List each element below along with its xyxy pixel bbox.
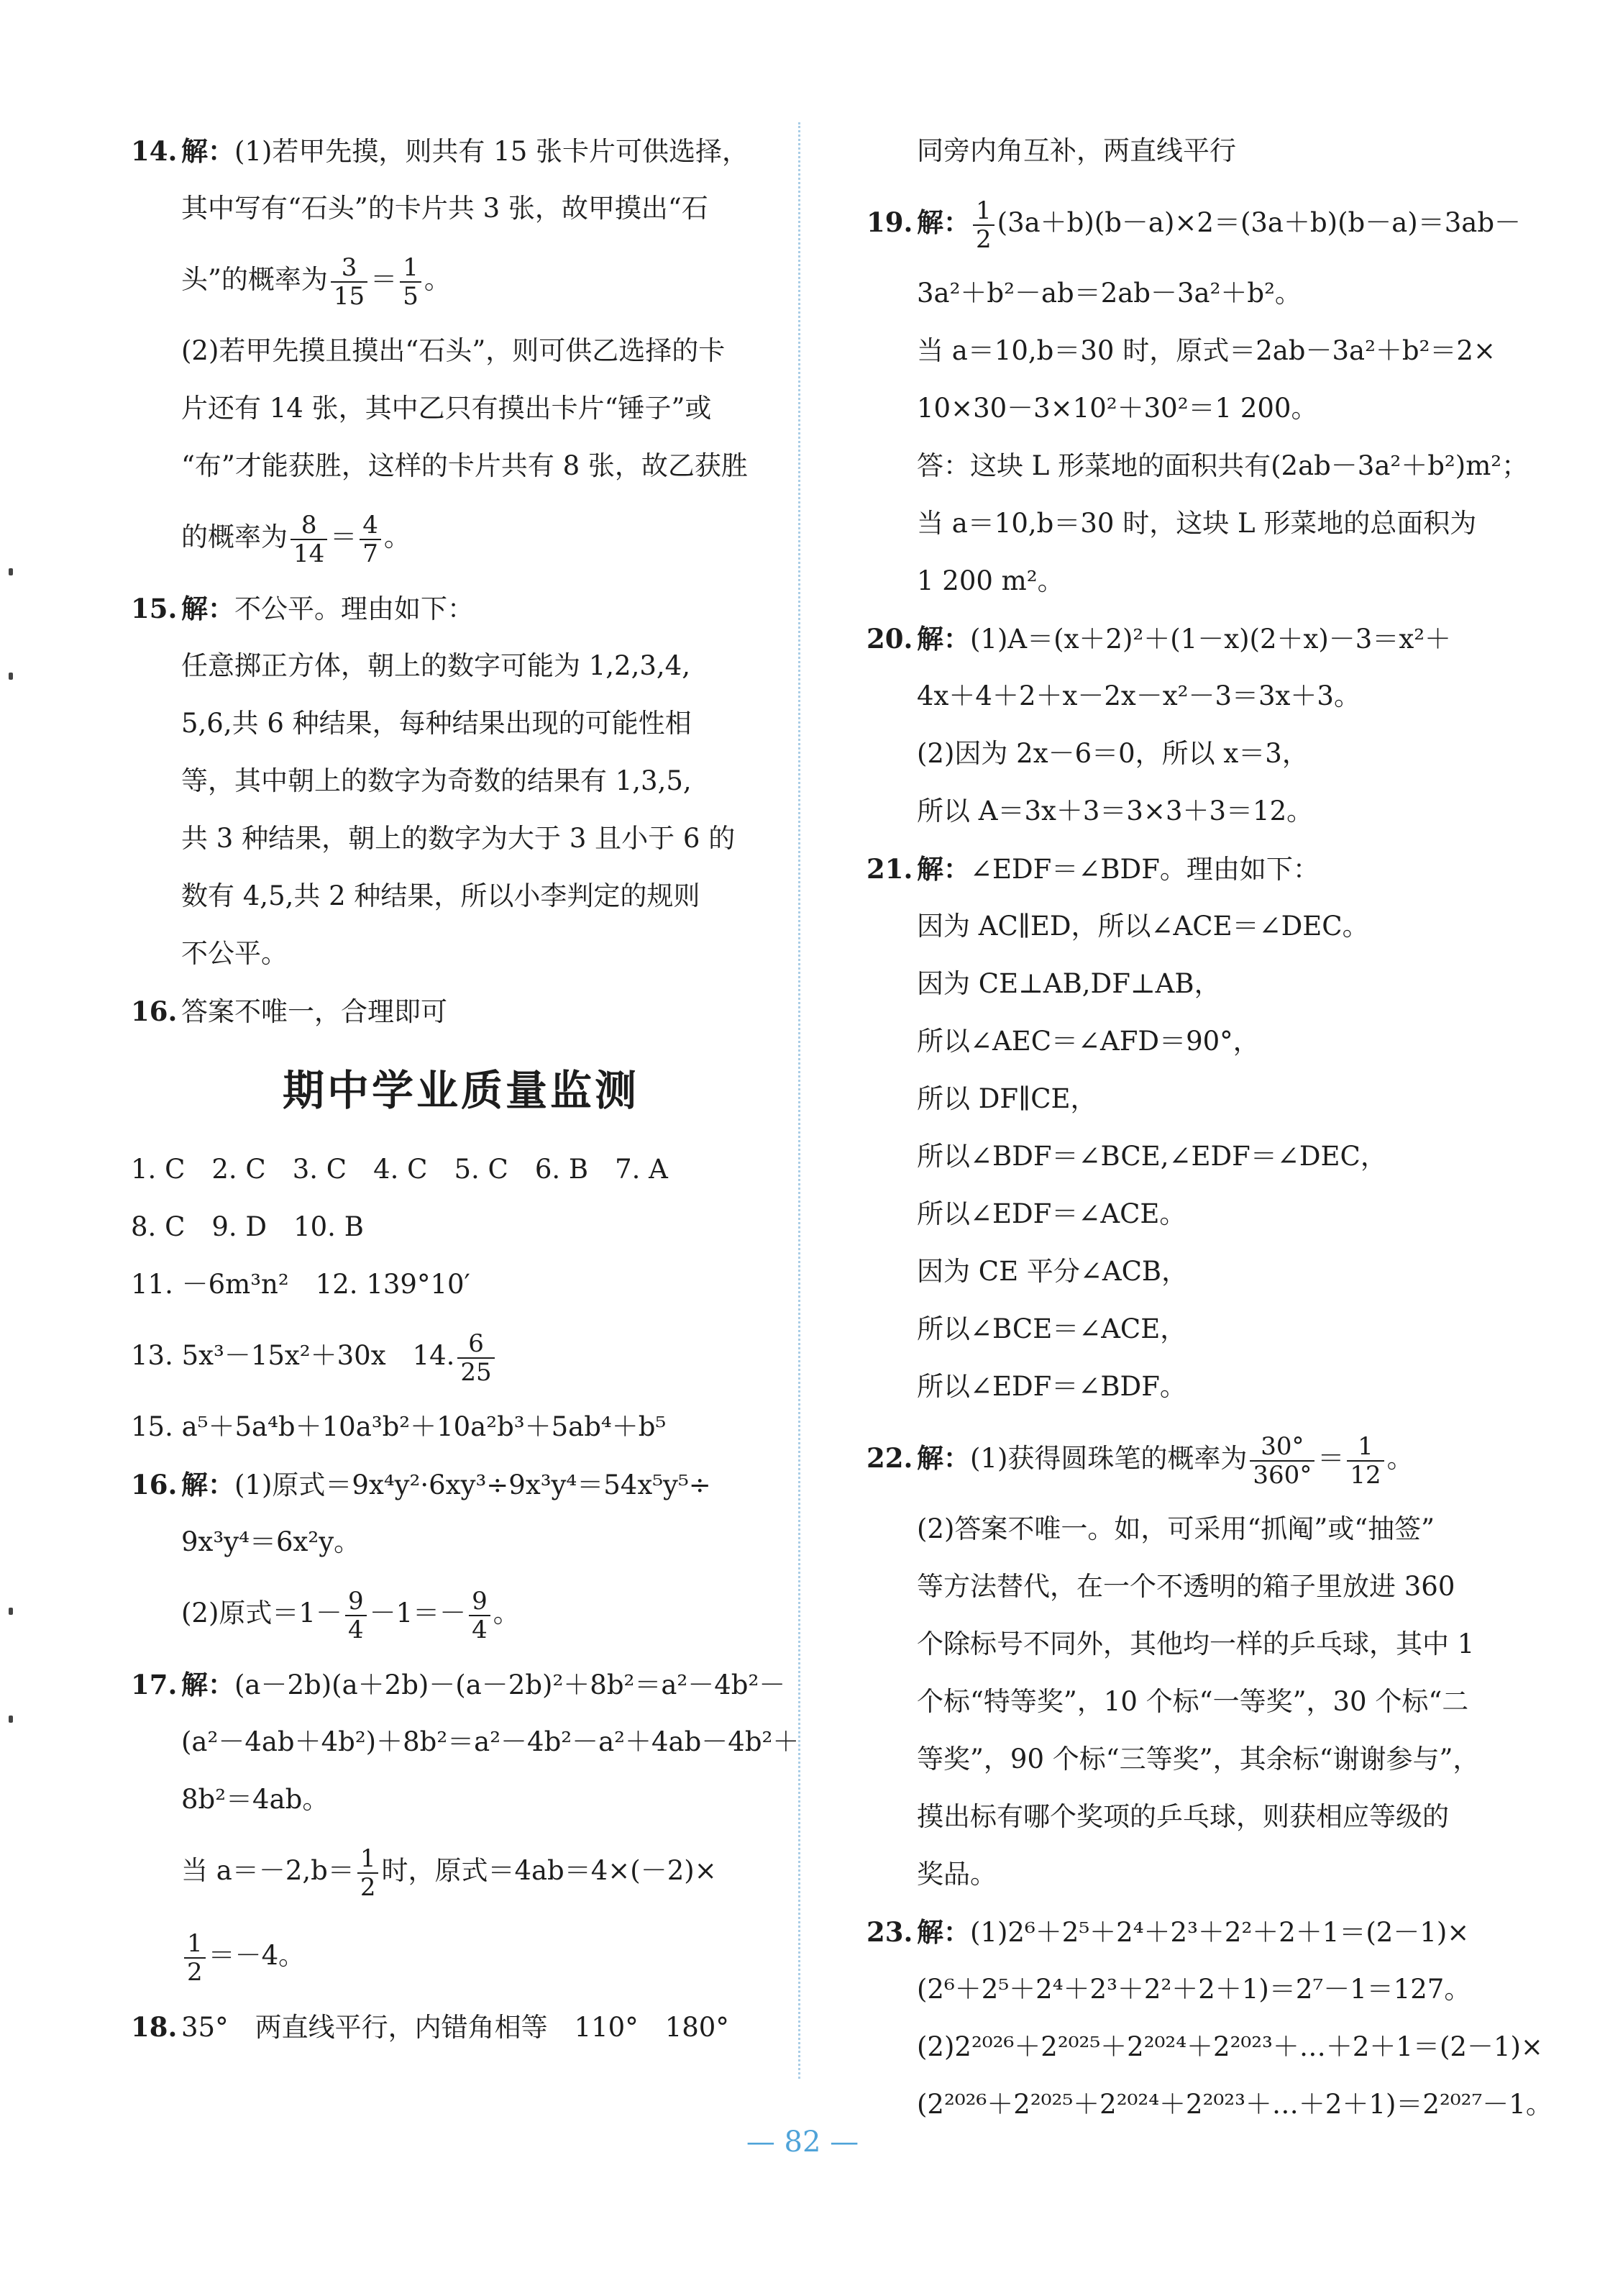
q22-text-1: (1)获得圆珠笔的概率为 <box>970 1443 1248 1474</box>
q21-line-3 <box>866 955 1478 1013</box>
fraction-denominator: 2 <box>360 1872 376 1902</box>
period: 。 <box>493 1598 520 1628</box>
answer-11-12: 11. －6m³n² 12. 139°10′ <box>131 1269 470 1300</box>
right-column <box>866 122 1553 2133</box>
q22-fraction-2 <box>1347 1433 1384 1489</box>
q16b-text-1: (1)原式＝9x⁴y²·6xy³÷9x³y⁴＝54x⁵y⁵÷ <box>234 1470 711 1500</box>
answer-15: 15. a⁵＋5a⁴b＋10a³b²＋10a²b³＋5ab⁴＋b⁵ <box>131 1411 667 1442</box>
fraction-numerator: 1 <box>973 197 994 226</box>
q15-text-4: 等，其中朝上的数字为奇数的结果有 1,3,5, <box>181 765 692 796</box>
period: 。 <box>1386 1443 1414 1474</box>
q20-line-3 <box>866 725 1478 783</box>
q20-line-2 <box>866 668 1478 725</box>
fraction-denominator: 2 <box>187 1957 203 1987</box>
fraction-numerator: 1 <box>400 254 421 283</box>
column-divider <box>798 122 800 2079</box>
q19-line-4 <box>866 380 1478 437</box>
q15-text-1: 不公平。理由如下： <box>234 593 474 624</box>
q18-continuation <box>866 122 1478 180</box>
q21-text-5: 所以 DF∥CE， <box>917 1083 1097 1114</box>
q22-line-4 <box>866 1616 1478 1673</box>
q20-text-4: 所以 A＝3x＋3＝3×3＋3＝12。 <box>917 796 1314 826</box>
q18-line <box>131 1998 791 2056</box>
scan-mark <box>9 1716 13 1723</box>
fraction-denominator: 7 <box>362 539 378 568</box>
answer-13-14 <box>131 1313 791 1398</box>
q21-text-10: 所以∠EDF＝∠BDF。 <box>917 1371 1186 1402</box>
q14-fraction-3 <box>291 511 327 568</box>
q17-fraction-2 <box>184 1930 206 1986</box>
q21-text-8: 因为 CE 平分∠ACB， <box>917 1256 1189 1287</box>
q21-line-5 <box>866 1070 1478 1128</box>
fraction-numerator: 30° <box>1250 1433 1314 1462</box>
q22-line-1 <box>866 1416 1478 1500</box>
q16b-text-2: 9x³y⁴＝6x²y。 <box>181 1526 361 1557</box>
q21-number: 21. <box>866 853 913 885</box>
q21-jie: 解： <box>917 853 970 885</box>
q14-text-5: 片还有 14 张，其中乙只有摸出卡片“锤子”或 <box>181 393 712 424</box>
equals-sign: ＝ <box>1317 1443 1345 1474</box>
fraction-denominator: 4 <box>347 1615 364 1644</box>
mc-answers-2: 8. C 9. D 10. B <box>131 1211 364 1242</box>
q14-fraction-4 <box>360 511 381 568</box>
q22-text-3: 等方法替代，在一个不透明的箱子里放进 360 <box>917 1571 1455 1602</box>
q15-text-5: 共 3 种结果，朝上的数字为大于 3 且小于 6 的 <box>181 823 736 854</box>
q14-text-1: (1)若甲先摸，则共有 15 张卡片可供选择， <box>234 136 749 167</box>
q21-text-6: 所以∠BDF＝∠BCE,∠EDF＝∠DEC， <box>917 1141 1387 1172</box>
q23-text-1: (1)2⁶＋2⁵＋2⁴＋2³＋2²＋2＋1＝(2－1)× <box>970 1917 1470 1948</box>
q14-line-4 <box>131 322 791 380</box>
q14-line-6 <box>131 437 791 495</box>
q21-text-4: 所以∠AEC＝∠AFD＝90°， <box>917 1026 1260 1057</box>
q19-jie: 解： <box>917 206 970 238</box>
q16-text: 答案不唯一，合理即可 <box>181 996 447 1027</box>
fraction-numerator: 8 <box>291 511 327 540</box>
q16b-line-1 <box>131 1456 791 1513</box>
q15-text-7: 不公平。 <box>181 938 288 969</box>
equals-sign: ＝ <box>330 521 357 552</box>
q14-line-3 <box>131 237 791 322</box>
q21-text-9: 所以∠BCE＝∠ACE， <box>917 1313 1187 1344</box>
q23-line-1 <box>866 1903 1478 1961</box>
q16b-number: 16. <box>131 1469 178 1500</box>
q20-jie: 解： <box>917 623 970 655</box>
q16b-fraction-1 <box>345 1587 367 1644</box>
q19-text-7: 1 200 m²。 <box>917 565 1064 596</box>
q21-text-2: 因为 AC∥ED，所以∠ACE＝∠DEC。 <box>917 911 1369 942</box>
q22-text-4: 个除标号不同外，其他均一样的乒乓球，其中 1 <box>917 1628 1475 1659</box>
q21-line-4 <box>866 1013 1478 1070</box>
q23-text-4: (2²⁰²⁶＋2²⁰²⁵＋2²⁰²⁴＋2²⁰²³＋…＋2＋1)＝2²⁰²⁷－1。 <box>917 2089 1553 2120</box>
q17-text-4b: 时，原式＝4ab＝4×(－2)× <box>381 1855 717 1886</box>
fraction-denominator: 14 <box>293 539 325 568</box>
q21-line-8 <box>866 1243 1478 1300</box>
q18-number: 18. <box>131 2011 178 2043</box>
q19-text-6: 当 a＝10,b＝30 时，这块 L 形菜地的总面积为 <box>917 508 1477 539</box>
q15-line-5 <box>131 810 791 867</box>
q17-line-2 <box>131 1713 800 1771</box>
q17-jie: 解： <box>181 1669 234 1700</box>
q23-text-2: (2⁶＋2⁵＋2⁴＋2³＋2²＋2＋1)＝2⁷－1＝127。 <box>917 1974 1471 2005</box>
q20-line-4 <box>866 783 1478 840</box>
q17-line-4 <box>131 1828 791 1913</box>
q15-line-3 <box>131 695 791 752</box>
q15-jie: 解： <box>181 593 234 624</box>
q23-text-3: (2)2²⁰²⁶＋2²⁰²⁵＋2²⁰²⁴＋2²⁰²³＋…＋2＋1＝(2－1)× <box>917 2031 1543 2062</box>
q14-text-3: 头”的概率为 <box>181 264 328 295</box>
fraction-numerator: 9 <box>345 1587 367 1616</box>
q18-text: 35° 两直线平行，内错角相等 110° 180° <box>181 2012 729 2043</box>
q15-text-6: 数有 4,5,共 2 种结果，所以小李判定的规则 <box>181 880 700 911</box>
fraction-numerator: 9 <box>469 1587 490 1616</box>
q18-continuation-text: 同旁内角互补，两直线平行 <box>917 135 1236 166</box>
q22-number: 22. <box>866 1442 913 1474</box>
fraction-denominator: 2 <box>976 224 992 254</box>
q23-line-2 <box>866 1961 1478 2018</box>
q19-line-2 <box>866 265 1478 322</box>
q19-number: 19. <box>866 206 913 238</box>
fraction-numerator: 1 <box>184 1930 206 1959</box>
q21-text-7: 所以∠EDF＝∠ACE。 <box>917 1198 1186 1229</box>
q21-line-9 <box>866 1300 1478 1358</box>
q19-fraction <box>973 197 994 253</box>
q21-text-3: 因为 CE⊥AB,DF⊥AB， <box>917 968 1221 999</box>
q20-text-2: 4x＋4＋2＋x－2x－x²－3＝3x＋3。 <box>917 680 1361 711</box>
fraction-denominator: 4 <box>472 1615 488 1644</box>
q23-jie: 解： <box>917 1916 970 1948</box>
q15-line-7 <box>131 925 791 983</box>
page-number: — 82 — <box>746 2126 859 2159</box>
fraction-denominator: 25 <box>460 1357 492 1387</box>
q14-text-2: 其中写有“石头”的卡片共 3 张，故甲摸出“石 <box>181 193 708 224</box>
q22-text-6: 等奖”，90 个标“三等奖”，其余标“谢谢参与”， <box>917 1744 1480 1775</box>
q19-text-2: 3a²＋b²－ab＝2ab－3a²＋b²。 <box>917 278 1302 309</box>
scan-mark <box>9 1608 13 1615</box>
q15-text-2: 任意掷正方体，朝上的数字可能为 1,2,3,4, <box>181 650 690 681</box>
fraction-denominator: 12 <box>1350 1460 1381 1490</box>
q16-line <box>131 983 791 1040</box>
left-column <box>131 122 800 2056</box>
q17-text-3: 8b²＝4ab。 <box>181 1784 329 1815</box>
q14-line-5 <box>131 380 791 437</box>
q20-text-1: (1)A＝(x＋2)²＋(1－x)(2＋x)－3＝x²＋ <box>970 624 1452 655</box>
q16-number: 16. <box>131 996 178 1027</box>
q16b-jie: 解： <box>181 1469 234 1500</box>
q14-fraction-1 <box>331 254 367 310</box>
q15-text-3: 5,6,共 6 种结果，每种结果出现的可能性相 <box>181 708 692 739</box>
q16b-line-2 <box>131 1513 791 1571</box>
q15-number: 15. <box>131 593 178 624</box>
q22-line-6 <box>866 1731 1478 1788</box>
q22-jie: 解： <box>917 1442 970 1474</box>
q22-line-5 <box>866 1673 1478 1731</box>
q21-line-6 <box>866 1128 1478 1185</box>
q22-text-5: 个标“特等奖”，10 个标“一等奖”，30 个标“二 <box>917 1686 1469 1717</box>
q20-text-3: (2)因为 2x－6＝0，所以 x＝3， <box>917 738 1309 769</box>
q17-text-5: ＝－4。 <box>208 1940 306 1971</box>
q17-text-4a: 当 a＝－2,b＝ <box>181 1855 355 1886</box>
q22-line-7 <box>866 1788 1478 1846</box>
q19-line-7 <box>866 552 1478 610</box>
period: 。 <box>383 521 411 552</box>
q15-line-6 <box>131 867 791 925</box>
equals-sign: ＝ <box>370 264 398 295</box>
q21-line-1 <box>866 840 1478 898</box>
q16b-text-3b: －1＝－ <box>369 1598 467 1628</box>
fraction-numerator: 4 <box>360 511 381 540</box>
q14-line-1 <box>131 122 791 180</box>
q17-text-2: (a²－4ab＋4b²)＋8b²＝a²－4b²－a²＋4ab－4b²＋ <box>181 1726 800 1757</box>
q19-text-1: (3a＋b)(b－a)×2＝(3a＋b)(b－a)＝3ab－ <box>997 207 1522 238</box>
q20-line-1 <box>866 610 1478 668</box>
section-heading: 期中学业质量监测 <box>282 1066 639 1115</box>
q22-line-3 <box>866 1558 1478 1616</box>
fraction-denominator: 15 <box>333 281 365 311</box>
scan-mark <box>9 568 13 575</box>
q14-fraction-2 <box>400 254 421 310</box>
q16b-text-3a: (2)原式＝1－ <box>181 1598 342 1628</box>
fraction-denominator: 5 <box>403 281 419 311</box>
q22-line-8 <box>866 1846 1478 1903</box>
answer-14-fraction <box>457 1330 494 1386</box>
q22-text-2: (2)答案不唯一。如，可采用“抓阄”或“抽签” <box>917 1513 1435 1544</box>
q14-line-2 <box>131 180 791 237</box>
scan-mark <box>9 673 13 680</box>
q17-line-5 <box>131 1913 791 1998</box>
q21-line-10 <box>866 1358 1478 1416</box>
answer-13-text: 13. 5x³－15x²＋30x 14. <box>131 1340 455 1371</box>
q19-text-3: 当 a＝10,b＝30 时，原式＝2ab－3a²＋b²＝2× <box>917 335 1496 366</box>
q19-text-4: 10×30－3×10²＋30²＝1 200。 <box>917 393 1318 424</box>
q14-jie: 解： <box>181 135 234 167</box>
q17-fraction-1 <box>357 1845 379 1901</box>
q19-line-1 <box>866 180 1522 265</box>
fraction-numerator: 3 <box>331 254 367 283</box>
q21-line-2 <box>866 898 1478 955</box>
q23-line-4 <box>866 2076 1553 2133</box>
q20-number: 20. <box>866 623 913 655</box>
q19-line-3 <box>866 322 1496 380</box>
fraction-numerator: 1 <box>357 1845 379 1874</box>
q23-line-3 <box>866 2018 1543 2076</box>
q16b-fraction-2 <box>469 1587 490 1644</box>
q15-line-4 <box>131 752 791 810</box>
q22-line-2 <box>866 1500 1478 1558</box>
q17-line-1 <box>131 1656 791 1713</box>
q14-line-7 <box>131 495 791 580</box>
q16b-line-3 <box>131 1571 791 1656</box>
q19-line-5 <box>866 437 1529 495</box>
q17-text-1: (a－2b)(a＋2b)－(a－2b)²＋8b²＝a²－4b²－ <box>234 1669 786 1700</box>
q17-number: 17. <box>131 1669 178 1700</box>
q22-fraction-1 <box>1250 1433 1314 1489</box>
q14-text-7: 的概率为 <box>181 521 288 552</box>
q14-text-4: (2)若甲先摸且摸出“石头”，则可供乙选择的卡 <box>181 335 726 366</box>
q15-line-1 <box>131 580 791 637</box>
fraction-numerator: 1 <box>1347 1433 1384 1462</box>
q22-text-8: 奖品。 <box>917 1859 997 1890</box>
q22-text-7: 摸出标有哪个奖项的乒乓球，则获相应等级的 <box>917 1801 1449 1832</box>
q21-text-1: ∠EDF＝∠BDF。理由如下： <box>970 854 1320 885</box>
q19-line-6 <box>866 495 1478 552</box>
q15-line-2 <box>131 637 791 695</box>
mc-answers-1: 1. C 2. C 3. C 4. C 5. C 6. B 7. A <box>131 1154 668 1185</box>
fraction-numerator: 6 <box>457 1330 494 1359</box>
q17-line-3 <box>131 1771 791 1828</box>
q23-number: 23. <box>866 1916 913 1948</box>
fraction-denominator: 360° <box>1253 1460 1312 1490</box>
q21-line-7 <box>866 1185 1478 1243</box>
period: 。 <box>424 264 451 295</box>
q19-text-5: 答：这块 L 形菜地的面积共有(2ab－3a²＋b²)m²； <box>917 450 1529 481</box>
q14-text-6: “布”才能获胜，这样的卡片共有 8 张，故乙获胜 <box>181 450 748 481</box>
q14-number: 14. <box>131 135 178 167</box>
